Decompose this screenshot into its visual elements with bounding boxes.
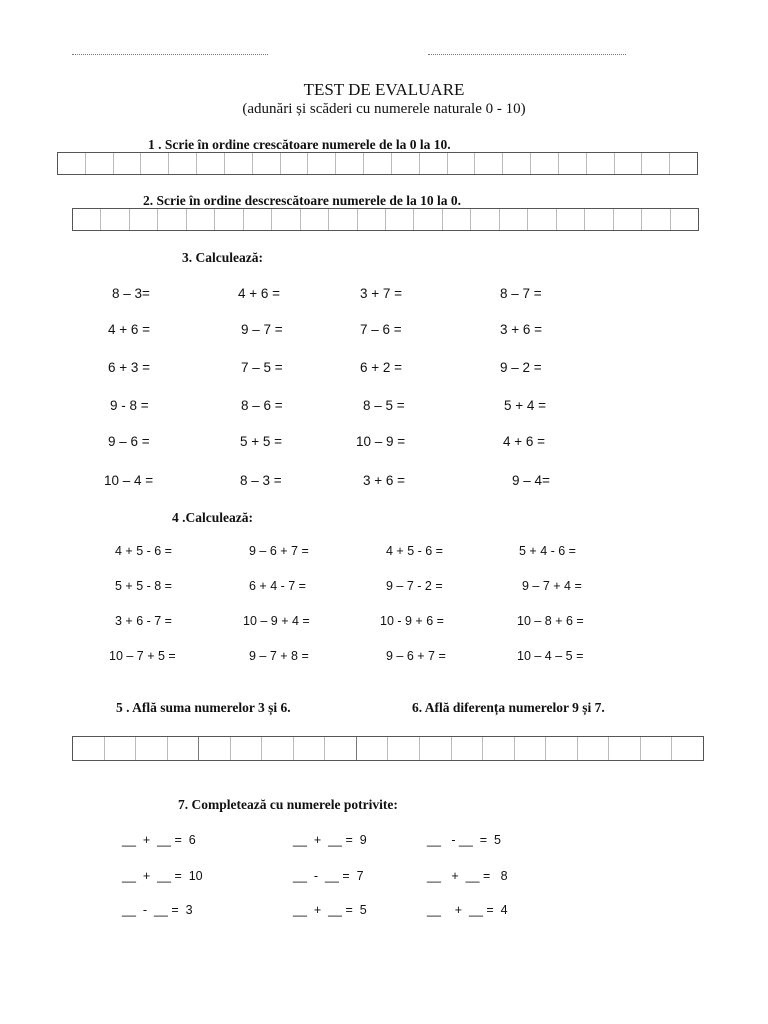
name-dotted-line[interactable] — [72, 50, 268, 55]
answer-cell[interactable] — [500, 209, 528, 230]
answer-cell[interactable] — [641, 737, 673, 760]
answer-grid-2[interactable] — [72, 208, 699, 231]
exercise-3-2-4: 3 + 6 = — [500, 322, 543, 337]
answer-cell[interactable] — [443, 209, 471, 230]
answer-cell[interactable] — [253, 153, 281, 174]
answer-cell[interactable] — [609, 737, 641, 760]
answer-grid-5-6[interactable] — [72, 736, 704, 761]
answer-cell[interactable] — [329, 209, 357, 230]
exercise-3-5-2: 5 + 5 = — [240, 434, 283, 449]
answer-cell[interactable] — [364, 153, 392, 174]
answer-cell[interactable] — [199, 737, 231, 760]
exercise-3-5-3: 10 – 9 = — [356, 434, 406, 449]
answer-cell[interactable] — [672, 737, 703, 760]
answer-cell[interactable] — [531, 153, 559, 174]
answer-cell[interactable] — [585, 209, 613, 230]
answer-cell[interactable] — [301, 209, 329, 230]
answer-cell[interactable] — [130, 209, 158, 230]
fill-in-7-2-1[interactable]: __ + __ = 10 — [122, 869, 203, 883]
answer-cell[interactable] — [642, 153, 670, 174]
answer-cell[interactable] — [515, 737, 547, 760]
answer-cell[interactable] — [670, 153, 697, 174]
answer-cell[interactable] — [546, 737, 578, 760]
exercise-4-2-4: 9 – 7 + 4 = — [522, 579, 582, 593]
exercise-3-5-4: 4 + 6 = — [503, 434, 546, 449]
answer-cell[interactable] — [168, 737, 200, 760]
answer-cell[interactable] — [358, 209, 386, 230]
exercise-4-4-3: 9 – 6 + 7 = — [386, 649, 446, 663]
answer-cell[interactable] — [187, 209, 215, 230]
exercise-3-6-2: 8 – 3 = — [240, 473, 282, 488]
exercise-4-4-4: 10 – 4 – 5 = — [517, 649, 584, 663]
answer-cell[interactable] — [308, 153, 336, 174]
exercise-3-2-2: 9 – 7 = — [241, 322, 283, 337]
exercise-4-2-2: 6 + 4 - 7 = — [249, 579, 306, 593]
answer-cell[interactable] — [158, 209, 186, 230]
exercise-4-3-4: 10 – 8 + 6 = — [517, 614, 584, 628]
exercise-3-5-1: 9 – 6 = — [108, 434, 150, 449]
exercise-3-3-4: 9 – 2 = — [500, 360, 542, 375]
question-4: 4 .Calculează: — [172, 510, 253, 525]
answer-cell[interactable] — [528, 209, 556, 230]
answer-cell[interactable] — [86, 153, 114, 174]
answer-cell[interactable] — [557, 209, 585, 230]
answer-cell[interactable] — [578, 737, 610, 760]
answer-cell[interactable] — [262, 737, 294, 760]
exercise-4-2-1: 5 + 5 - 8 = — [115, 579, 172, 593]
answer-cell[interactable] — [483, 737, 515, 760]
answer-cell[interactable] — [281, 153, 309, 174]
exercise-3-1-1: 8 – 3= — [112, 286, 150, 301]
answer-cell[interactable] — [587, 153, 615, 174]
exercise-3-1-2: 4 + 6 = — [238, 286, 281, 301]
question-3: 3. Calculează: — [182, 250, 263, 265]
exercise-3-2-1: 4 + 6 = — [108, 322, 151, 337]
answer-cell[interactable] — [386, 209, 414, 230]
fill-in-7-1-1[interactable]: __ + __ = 6 — [122, 833, 196, 847]
fill-in-7-2-3[interactable]: __ + __ = 8 — [427, 869, 508, 883]
exercise-3-3-2: 7 – 5 = — [241, 360, 283, 375]
question-2: 2. Scrie în ordine descrescătoare numerele de la 10 la 0. — [143, 193, 461, 208]
answer-cell[interactable] — [325, 737, 357, 760]
exercise-3-4-4: 5 + 4 = — [504, 398, 547, 413]
answer-cell[interactable] — [73, 737, 105, 760]
answer-cell[interactable] — [475, 153, 503, 174]
exercise-3-6-1: 10 – 4 = — [104, 473, 154, 488]
answer-cell[interactable] — [452, 737, 484, 760]
answer-cell[interactable] — [105, 737, 137, 760]
answer-cell[interactable] — [471, 209, 499, 230]
answer-cell[interactable] — [414, 209, 442, 230]
answer-cell[interactable] — [136, 737, 168, 760]
answer-cell[interactable] — [169, 153, 197, 174]
exercise-4-1-3: 4 + 5 - 6 = — [386, 544, 443, 558]
date-dotted-line[interactable] — [428, 50, 626, 55]
fill-in-7-1-2[interactable]: __ + __ = 9 — [293, 833, 367, 847]
answer-cell[interactable] — [58, 153, 86, 174]
answer-cell[interactable] — [388, 737, 420, 760]
fill-in-7-3-1[interactable]: __ - __ = 3 — [122, 903, 193, 917]
fill-in-7-1-3[interactable]: __ - __ = 5 — [427, 833, 502, 847]
exercise-3-3-1: 6 + 3 = — [108, 360, 151, 375]
exercise-3-6-3: 3 + 6 = — [363, 473, 406, 488]
fill-in-7-2-2[interactable]: __ - __ = 7 — [293, 869, 364, 883]
answer-cell[interactable] — [559, 153, 587, 174]
exercise-3-4-1: 9 - 8 = — [110, 398, 149, 413]
answer-cell[interactable] — [642, 209, 670, 230]
exercise-4-4-2: 9 – 7 + 8 = — [249, 649, 309, 663]
exercise-3-1-3: 3 + 7 = — [360, 286, 403, 301]
exercise-3-6-4: 9 – 4= — [512, 473, 550, 488]
exercise-4-3-1: 3 + 6 - 7 = — [115, 614, 172, 628]
answer-cell[interactable] — [272, 209, 300, 230]
answer-cell[interactable] — [420, 737, 452, 760]
answer-cell[interactable] — [671, 209, 698, 230]
fill-in-7-3-3[interactable]: __ + __ = 4 — [427, 903, 508, 917]
answer-cell[interactable] — [615, 153, 643, 174]
exercise-3-3-3: 6 + 2 = — [360, 360, 403, 375]
question-6: 6. Află diferența numerelor 9 și 7. — [412, 700, 605, 715]
answer-cell[interactable] — [101, 209, 129, 230]
answer-cell[interactable] — [357, 737, 389, 760]
answer-cell[interactable] — [420, 153, 448, 174]
exercise-3-1-4: 8 – 7 = — [500, 286, 542, 301]
answer-cell[interactable] — [448, 153, 476, 174]
answer-cell[interactable] — [244, 209, 272, 230]
fill-in-7-3-2[interactable]: __ + __ = 5 — [293, 903, 367, 917]
exercise-4-1-2: 9 – 6 + 7 = — [249, 544, 309, 558]
question-1: 1 . Scrie în ordine crescătoare numerele de la 0 la 10. — [148, 137, 451, 152]
answer-cell[interactable] — [294, 737, 326, 760]
answer-cell[interactable] — [197, 153, 225, 174]
answer-cell[interactable] — [225, 153, 253, 174]
question-5: 5 . Află suma numerelor 3 și 6. — [116, 700, 291, 715]
answer-cell[interactable] — [114, 153, 142, 174]
exercise-4-1-4: 5 + 4 - 6 = — [519, 544, 576, 558]
answer-cell[interactable] — [336, 153, 364, 174]
exercise-3-2-3: 7 – 6 = — [360, 322, 402, 337]
exercise-4-2-3: 9 – 7 - 2 = — [386, 579, 443, 593]
exercise-4-3-2: 10 – 9 + 4 = — [243, 614, 310, 628]
answer-cell[interactable] — [141, 153, 169, 174]
exercise-4-1-1: 4 + 5 - 6 = — [115, 544, 172, 558]
page-subtitle: (adunări și scăderi cu numerele naturale 0 - 10) — [242, 101, 526, 117]
answer-cell[interactable] — [503, 153, 531, 174]
answer-grid-1[interactable] — [57, 152, 698, 175]
exercise-4-3-3: 10 - 9 + 6 = — [380, 614, 444, 628]
answer-cell[interactable] — [73, 209, 101, 230]
page-title: TEST DE EVALUARE — [303, 80, 465, 99]
exercise-3-4-2: 8 – 6 = — [241, 398, 283, 413]
answer-cell[interactable] — [392, 153, 420, 174]
answer-cell[interactable] — [215, 209, 243, 230]
exercise-4-4-1: 10 – 7 + 5 = — [109, 649, 176, 663]
answer-cell[interactable] — [614, 209, 642, 230]
exercise-3-4-3: 8 – 5 = — [363, 398, 405, 413]
question-7: 7. Completează cu numerele potrivite: — [178, 797, 398, 812]
answer-cell[interactable] — [231, 737, 263, 760]
